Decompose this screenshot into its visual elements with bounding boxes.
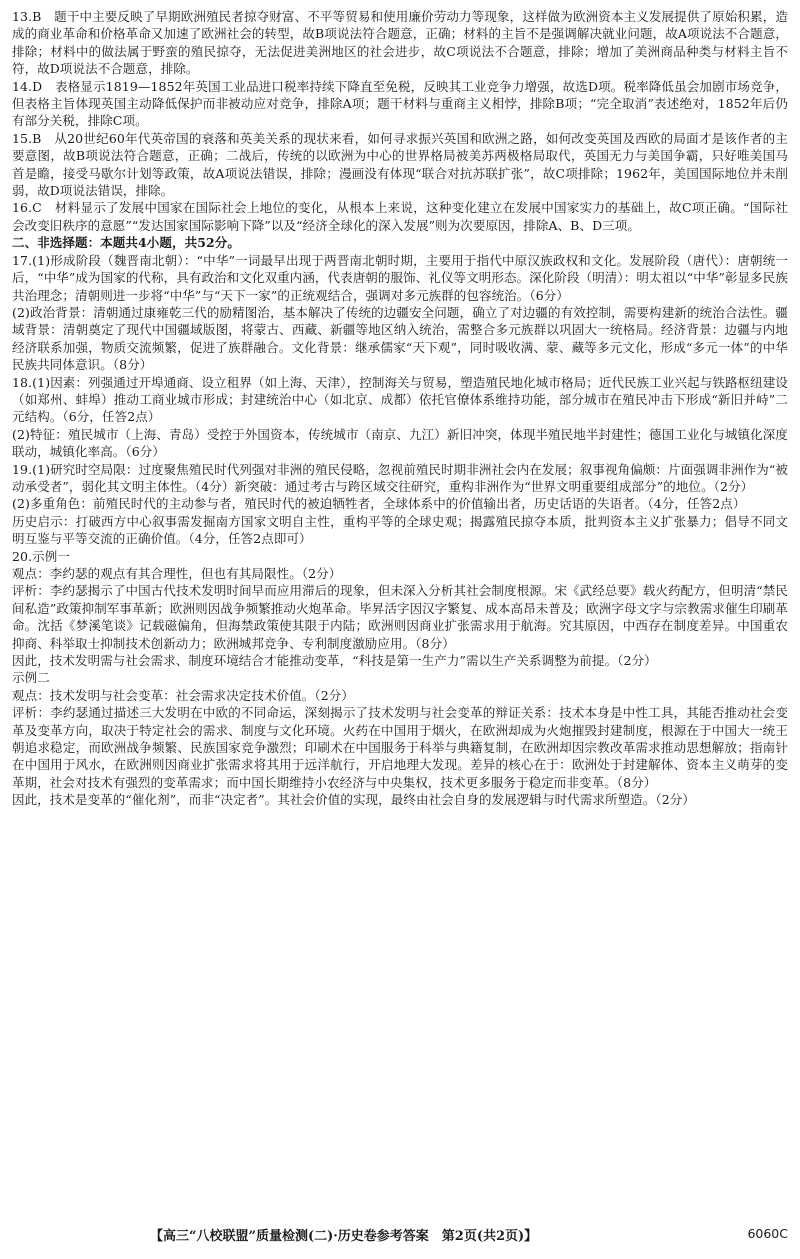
answer-19-part2: (2)多重角色：前殖民时代的主动参与者，殖民时代的被迫牺牲者，全球体系中的价值输出者，历史话语的失语者。（4分，任答2点） bbox=[12, 496, 746, 512]
answer-19-insight: 历史启示：打破西方中心叙事需发掘南方国家文明自主性，重构平等的全球史观；揭露殖民掠夺本质，批判资本主义扩张暴力；倡导不同文明互鉴与平等交流的正确价值。（4分，任答2点即可） bbox=[12, 513, 788, 547]
answer-16: 16.C 材料显示了发展中国家在国际社会上地位的变化，从根本上来说，这种变化建立在发展中国家实力的基础上，故C项正确。“国际社会改变旧秩序的意愿”“发达国家国际影响下降”以及“经济全球化的深入发展”则为次要原因，排除A、B、D三项。 bbox=[12, 200, 788, 233]
footer-title: 【高三“八校联盟”质量检测(二)·历史卷参考答案 第2页(共2页)】 bbox=[150, 1229, 538, 1244]
answer-15: 15.B 从20世纪60年代英帝国的衰落和英美关系的现状来看，如何寻求振兴英国和欧洲之路，如何改变英国及西欧的局面才是该作者的主要意图，故B项说法符合题意，正确；二战后，传统的以欧洲为中心的世界格局被美苏两极格局取代，英国无力与美国争霸，只好唯美国马首是瞻，接受马歇尔计划等政策，故A项说法错误，排除；漫画没有体现“联合对抗苏联扩张”，故C项排除；1962年，美国国际地位并未削弱，故D项说法错误，排除。 bbox=[12, 130, 788, 199]
example1-conclusion: 因此，技术发明需与社会需求、制度环境结合才能推动变革，“科技是第一生产力”需以生产关系调整为前提。（2分） bbox=[12, 653, 657, 669]
answer-20-example1-title: 20.示例一 bbox=[12, 548, 70, 564]
example2-conclusion: 因此，技术是变革的“催化剂”，而非“决定者”。其社会价值的实现，最终由社会自身的发展逻辑与时代需求所塑造。（2分） bbox=[12, 792, 695, 808]
answer-17-part1: 17.(1)形成阶段（魏晋南北朝）：“中华”一词最早出现于两晋南北朝时期，主要用于指代中原汉族政权和文化。发展阶段（唐代）：唐朝统一后，“中华”成为国家的代称，具有政治和文化双重内涵，代表唐朝的服饰、礼仪等文明形态。深化阶段（明清）：明太祖以“中华”彰显多民族共治理念；清朝则进一步将“中华”与“天下一家”的正统观结合，强调对多元族群的包容统治。（6分） bbox=[12, 252, 788, 303]
answer-13: 13.B 题干中主要反映了早期欧洲殖民者掠夺财富、不平等贸易和使用廉价劳动力等现象，这样做为欧洲资本主义发展提供了原始积累，造成的商业革命和价格革命又加速了欧洲社会的转型，故B项说法符合题意，正确；材料的主旨不是强调解决就业问题，故A项说法不合题意，排除；材料中的做法属于野蛮的殖民掠夺，无法促进美洲地区的社会进步，故C项说法不合题意，排除；增加了美洲商品种类与材料主旨不符，故D项说法不合题意，排除。 bbox=[12, 9, 788, 77]
example1-analysis: 评析：李约瑟揭示了中国古代技术发明时间早而应用滞后的现象，但未深入分析其社会制度根源。宋《武经总要》载火药配方，但明清“禁民间私造”政策抑制军事革新；欧洲则因战争频繁推动火炮革命。毕昇活字因汉字繁复、成本高昂未普及；欧洲字母文字与宗教需求催生印刷革命。沈括《梦溪笔谈》记载磁偏角，但海禁政策使其限于内陆；欧洲则因商业扩张需求用于航海。究其原因，中西存在制度差异。中国重农抑商、科举取士抑制技术创新动力；欧洲城邦竞争、专利制度激励应用。（8分） bbox=[12, 583, 788, 651]
answer-17-part2: (2)政治背景：清朝通过康雍乾三代的励精图治，基本解决了传统的边疆安全问题，确立了对边疆的有效控制，需要构建新的统治合法性。疆域背景：清朝奠定了现代中国疆域版图，将蒙古、西藏、新疆等地区纳入统治，需整合多元族群以巩固大一统格局。经济背景：边疆与内地经济联系加强，物质交流频繁，促进了族群融合。文化背景：继承儒家“天下观”，同时吸收满、蒙、藏等多元文化，形成“多元一体”的中华民族共同体意识。（8分） bbox=[12, 304, 788, 373]
answer-19-part1: 19.(1)研究时空局限：过度聚焦殖民时代列强对非洲的殖民侵略，忽视前殖民时期非洲社会内在发展；叙事视角偏颇：片面强调非洲作为“被动承受者”，弱化其文明主体性。（4分）新突破：通过考古与跨区域交往研究，重构非洲作为“世界文明重要组成部分”的地位。（2分） bbox=[12, 461, 788, 494]
section-heading: 二、非选择题：本题共4小题，共52分。 bbox=[12, 235, 240, 251]
answer-20-example2-title: 示例二 bbox=[12, 670, 50, 686]
answer-18-part2: (2)特征：殖民城市（上海、青岛）受控于外国资本，传统城市（南京、九江）新旧冲突，体现半殖民地半封建性；德国工业化与城镇化深度联动，城镇化率高。（6分） bbox=[12, 426, 788, 460]
answer-14: 14.D 表格显示1819—1852年英国工业品进口税率持续下降直至免税，反映其工业竞争力增强，故选D项。税率降低虽会加剧市场竞争，但表格主旨体现英国主动降低保护而非被动应对竞争，排除A项；题干材料与重商主义相悖，排除B项；“完全取消”表述绝对，1852年后仍有部分关税，排除C项。 bbox=[12, 78, 788, 129]
example1-viewpoint: 观点：李约瑟的观点有其合理性，但也有其局限性。（2分） bbox=[12, 566, 342, 581]
answer-document bbox=[12, 8, 788, 809]
answer-18-part1: 18.(1)因素：列强通过开埠通商、设立租界（如上海、天津），控制海关与贸易，塑造殖民地化城市格局；近代民族工业兴起与铁路枢纽建设（如郑州、蚌埠）推动工商业城市形成；封建统治中心（如北京、成都）依托官僚体系维持功能，部分城市在殖民冲击下形成“新旧并峙”二元结构。（6分，任答2点） bbox=[12, 374, 788, 425]
page-footer bbox=[0, 1225, 800, 1245]
example2-viewpoint: 观点：技术发明与社会变革：社会需求决定技术价值。（2分） bbox=[12, 687, 355, 703]
example2-analysis: 评析：李约瑟通过描述三大发明在中欧的不同命运，深刻揭示了技术发明与社会变革的辩证关系：技术本身是中性工具，其能否推动社会变革及变革方向，取决于特定社会的需求、制度与文化环境。火药在中国用于烟火，在欧洲却成为火炮摧毁封建制度，根源在于中国大一统王朝追求稳定，而欧洲战争频繁、民族国家竞争激烈；印刷术在中国服务于科举与典籍复制，在欧洲却因宗教改革需求推动思想解放；指南针在中国用于风水，在欧洲则因商业扩张需求将其用于远洋航行，开启地理大发现。差异的核心在于：欧洲处于封建解体、资本主义萌芽的变革期，社会对技术有强烈的变革需求；而中国长期维持小农经济与中央集权，技术更多服务于稳定而非变革。（8分） bbox=[12, 705, 788, 790]
footer-code: 6060C bbox=[747, 1226, 788, 1241]
